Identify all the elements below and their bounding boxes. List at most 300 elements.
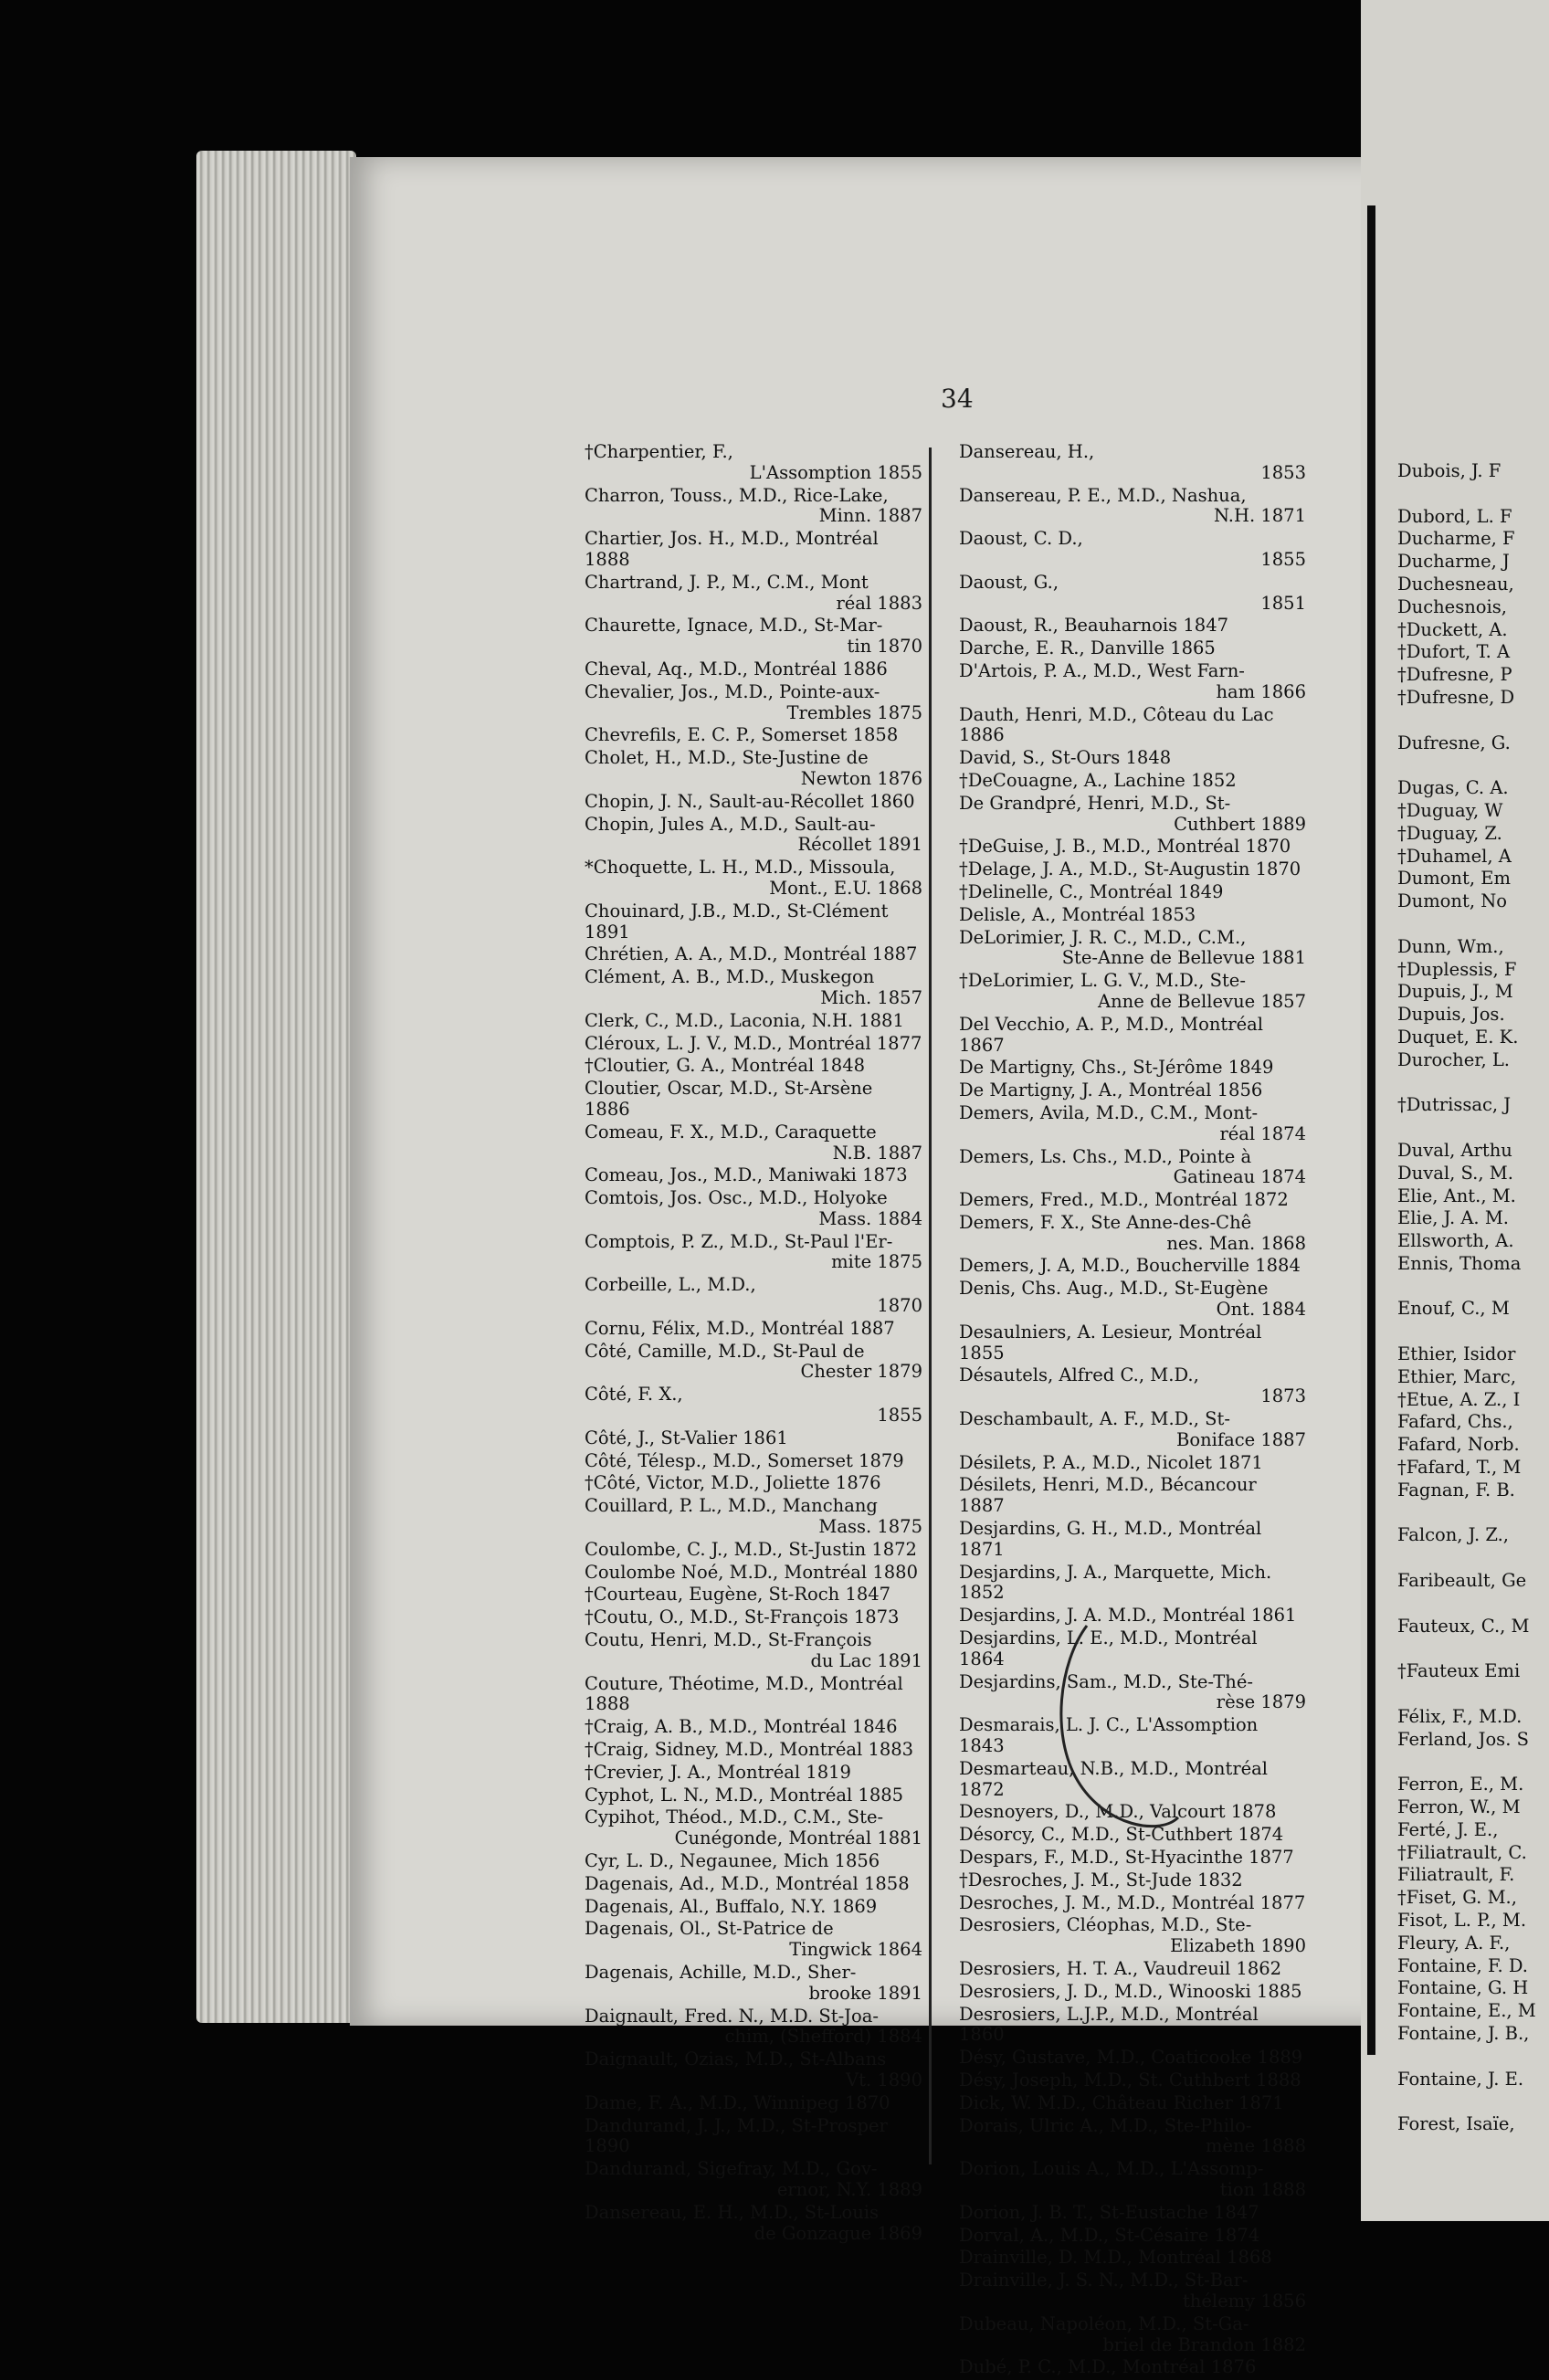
- directory-entry: [959, 442, 1306, 484]
- facing-entry: [1397, 1503, 1549, 1524]
- facing-entry: Ferron, W., M: [1397, 1796, 1521, 1818]
- directory-entry: [959, 2270, 1306, 2312]
- entry-text: Desroches, J. M., M.D., Montréal 1877: [959, 1891, 1306, 1913]
- directory-entry: [959, 1475, 1306, 1517]
- facing-entry: [1397, 1638, 1549, 1659]
- directory-entry: [959, 794, 1306, 836]
- entry-continuation: 1870: [877, 1295, 922, 1317]
- entry-continuation: tion 1888: [1219, 2178, 1306, 2200]
- page-number: 34: [941, 384, 974, 414]
- facing-entry: [1397, 914, 1549, 935]
- directory-entry: [959, 1959, 1306, 1980]
- facing-entry: Faribeault, Ge: [1397, 1570, 1527, 1592]
- entry-text: Cyphot, L. N., M.D., Montréal 1885: [585, 1784, 904, 1806]
- entry-text: Cléroux, L. J. V., M.D., Montréal 1877: [585, 1032, 922, 1054]
- entry-continuation: mène 1888: [1206, 2135, 1306, 2157]
- entry-text: Chartier, Jos. H., M.D., Montréal 1888: [585, 528, 879, 570]
- directory-entry: [585, 1385, 922, 1427]
- entry-text: †DeCouagne, A., Lachine 1852: [959, 769, 1237, 791]
- facing-entry: [1397, 1073, 1549, 1094]
- entry-text: Cypihot, Théod., M.D., C.M., Ste-: [585, 1806, 884, 1828]
- facing-entry: Filiatrault, F.: [1397, 1864, 1515, 1886]
- entry-text: Desjardins, L. E., M.D., Montréal 1864: [959, 1627, 1258, 1669]
- directory-entry: [959, 1519, 1306, 1561]
- facing-entry: Ferron, E., M.: [1397, 1774, 1524, 1796]
- directory-entry: [585, 616, 922, 658]
- facing-entry: Fauteux, C., M: [1397, 1615, 1530, 1637]
- facing-entry: Enouf, C., M: [1397, 1298, 1510, 1320]
- entry-text: Delisle, A., Montréal 1853: [959, 903, 1196, 925]
- directory-entry: [585, 1785, 922, 1806]
- facing-entry: †Duguay, Z.: [1397, 822, 1502, 844]
- entry-continuation: ernor, N.Y. 1889: [776, 2178, 922, 2200]
- directory-entry: [585, 1011, 922, 1032]
- directory-entry: [585, 659, 922, 680]
- directory-entry: [585, 1897, 922, 1918]
- directory-entry: [959, 1563, 1306, 1605]
- facing-entry: Fontaine, J. E.: [1397, 2068, 1524, 2090]
- entry-text: Côté, Télesp., M.D., Somerset 1879: [585, 1449, 904, 1471]
- directory-entry: [959, 1279, 1306, 1321]
- entry-text: Desjardins, Sam., M.D., Ste-Thé-: [959, 1670, 1253, 1692]
- facing-entry: Ethier, Isidor: [1397, 1343, 1516, 1365]
- entry-continuation: Mass. 1875: [818, 1516, 922, 1538]
- entry-continuation: de Gonzague 1869: [753, 2222, 922, 2244]
- directory-entry: [585, 1563, 922, 1584]
- entry-text: Chouinard, J.B., M.D., St-Clément 1891: [585, 900, 889, 943]
- entry-continuation: Cunégonde, Montréal 1881: [674, 1827, 922, 1849]
- facing-entry: [1397, 2091, 1549, 2112]
- directory-entry: [585, 725, 922, 746]
- directory-entry: [585, 682, 922, 724]
- facing-entry: Ennis, Thoma: [1397, 1252, 1522, 1274]
- directory-entry: [585, 901, 922, 943]
- entry-text: Dagenais, Ad., M.D., Montréal 1858: [585, 1872, 910, 1894]
- entry-text: Dame, F. A., M.D., Winnipeg 1870: [585, 2091, 890, 2113]
- entry-continuation: réal 1874: [1219, 1122, 1306, 1144]
- directory-entry: [959, 928, 1306, 970]
- entry-text: Desjardins, J. A., Marquette, Mich. 1852: [959, 1561, 1272, 1604]
- facing-entry: Fagnan, F. B.: [1397, 1479, 1515, 1501]
- directory-entry: [585, 1034, 922, 1055]
- entry-text: Dandurand, J. J., M.D., St-Prosper 1890: [585, 2114, 888, 2157]
- entry-continuation: Trembles 1875: [786, 701, 922, 723]
- facing-entry: Dumont, Em: [1397, 868, 1511, 890]
- directory-entry: [585, 1079, 922, 1121]
- entry-text: Chrétien, A. A., M.D., Montréal 1887: [585, 943, 918, 965]
- entry-text: Cholet, H., M.D., Ste-Justine de: [585, 747, 869, 769]
- entry-text: Comeau, Jos., M.D., Maniwaki 1873: [585, 1164, 908, 1186]
- directory-entry: [585, 1607, 922, 1628]
- entry-text: †DeGuise, J. B., M.D., Montréal 1870: [959, 836, 1291, 858]
- facing-entry: †Etue, A. Z., I: [1397, 1388, 1521, 1410]
- directory-entry: [585, 967, 922, 1009]
- facing-entry: †Duplessis, F: [1397, 958, 1517, 980]
- entry-text: Désilets, P. A., M.D., Nicolet 1871: [959, 1451, 1263, 1473]
- entry-text: De Grandpré, Henri, M.D., St-: [959, 792, 1231, 814]
- directory-entry: [585, 1165, 922, 1186]
- directory-entry: [959, 2048, 1306, 2069]
- entry-text: †Côté, Victor, M.D., Joliette 1876: [585, 1472, 881, 1494]
- facing-entry: †Fiset, G. M.,: [1397, 1887, 1517, 1909]
- directory-entry: [585, 2006, 922, 2048]
- directory-entry: [959, 1982, 1306, 2003]
- entry-text: Côté, Camille, M.D., St-Paul de: [585, 1340, 865, 1362]
- directory-entry: [959, 905, 1306, 926]
- entry-continuation: ham 1866: [1216, 680, 1306, 702]
- entry-text: †Desroches, J. M., St-Jude 1832: [959, 1869, 1243, 1890]
- entry-text: Chevalier, Jos., M.D., Pointe-aux-: [585, 680, 880, 702]
- entry-text: Desaulniers, A. Lesieur, Montréal 1855: [959, 1321, 1262, 1364]
- entry-text: Drainville, D. M.D., Montréal 1868: [959, 2247, 1272, 2269]
- directory-entry: [585, 1232, 922, 1274]
- entry-text: Despars, F., M.D., St-Hyacinthe 1877: [959, 1847, 1294, 1868]
- directory-entry: [959, 1058, 1306, 1079]
- directory-entry: [585, 2116, 922, 2158]
- entry-text: David, S., St-Ours 1848: [959, 747, 1172, 769]
- facing-entry: [1397, 1684, 1549, 1705]
- entry-text: †Courteau, Eugène, St-Roch 1847: [585, 1584, 891, 1606]
- entry-text: Cyr, L. D., Negaunee, Mich 1856: [585, 1850, 880, 1871]
- entry-text: Désy, Gustave, M.D., Coaticooke 1889: [959, 2047, 1303, 2069]
- entry-continuation: N.H. 1871: [1213, 505, 1306, 527]
- directory-entry: [959, 882, 1306, 903]
- entry-continuation: Vt. 1890: [846, 2069, 922, 2090]
- facing-entry: Dufresne, G.: [1397, 732, 1511, 753]
- entry-continuation: Ste-Anne de Bellevue 1881: [1061, 947, 1306, 969]
- directory-entry: [585, 486, 922, 528]
- entry-text: Desjardins, G. H., M.D., Montréal 1871: [959, 1518, 1262, 1560]
- directory-entry: [959, 1080, 1306, 1101]
- entry-text: Desnoyers, D., M.D., Valcourt 1878: [959, 1801, 1277, 1823]
- directory-entry: [585, 944, 922, 965]
- entry-text: Clerk, C., M.D., Laconia, N.H. 1881: [585, 1009, 904, 1031]
- directory-entry: [959, 1213, 1306, 1255]
- entry-continuation: Tingwick 1864: [789, 1939, 922, 1961]
- entry-text: Dick, W. M.D., Château Richer 1871: [959, 2091, 1284, 2113]
- entry-text: Darche, E. R., Danville 1865: [959, 637, 1216, 659]
- entry-continuation: Anne de Bellevue 1857: [1098, 990, 1306, 1012]
- entry-text: †Charpentier, F.,: [585, 441, 733, 462]
- entry-continuation: Chester 1879: [800, 1361, 922, 1383]
- directory-entry: [959, 2159, 1306, 2201]
- directory-entry: [959, 1322, 1306, 1364]
- directory-entry: [959, 529, 1306, 571]
- entry-text: Deschambault, A. F., M.D., St-: [959, 1408, 1230, 1430]
- entry-text: Daoust, C. D.,: [959, 528, 1083, 550]
- facing-entry: Forest, Isaïe,: [1397, 2113, 1515, 2135]
- entry-continuation: mite 1875: [831, 1251, 922, 1273]
- directory-entry: [585, 1451, 922, 1472]
- directory-entry: [959, 1915, 1306, 1957]
- directory-column-middle: [959, 442, 1306, 2380]
- directory-entry: [585, 1874, 922, 1895]
- directory-entry: [959, 616, 1306, 637]
- directory-entry: [959, 1453, 1306, 1474]
- entry-text: Desmarteau, N.B., M.D., Montréal 1872: [959, 1757, 1269, 1800]
- directory-entry: [585, 442, 922, 484]
- entry-continuation: Boniface 1887: [1176, 1428, 1306, 1450]
- directory-entry: [959, 573, 1306, 615]
- entry-text: Desmarais, L. J. C., L'Assomption 1843: [959, 1714, 1259, 1757]
- entry-text: *Choquette, L. H., M.D., Missoula,: [585, 857, 896, 879]
- entry-continuation: N.B. 1887: [832, 1142, 922, 1164]
- facing-entry: †Fauteux Emi: [1397, 1660, 1521, 1682]
- facing-entry: Dunn, Wm.,: [1397, 935, 1504, 957]
- facing-entry: †Dutrissac, J: [1397, 1094, 1512, 1116]
- directory-entry: [585, 1122, 922, 1164]
- directory-entry: [959, 748, 1306, 769]
- entry-text: Desrosiers, J. D., M.D., Winooski 1885: [959, 1980, 1302, 2002]
- directory-entry: [585, 1319, 922, 1340]
- directory-entry: [959, 1893, 1306, 1914]
- directory-entry: [585, 792, 922, 813]
- entry-continuation: Minn. 1887: [818, 505, 922, 527]
- book-page-edges: [196, 151, 356, 2023]
- facing-entry: Fontaine, J. B.,: [1397, 2022, 1530, 2044]
- entry-text: †Craig, Sidney, M.D., Montréal 1883: [585, 1739, 914, 1761]
- entry-text: Dansereau, P. E., M.D., Nashua,: [959, 484, 1247, 506]
- directory-entry: [959, 1870, 1306, 1891]
- directory-column-left: [585, 442, 922, 2246]
- entry-text: Desrosiers, H. T. A., Vaudreuil 1862: [959, 1957, 1282, 1979]
- entry-text: Daignault, Fred. N., M.D. St-Joa-: [585, 2005, 879, 2027]
- facing-entry: Ferté, J. E.,: [1397, 1818, 1499, 1840]
- entry-text: Dorion, J. B. T., St-Eustache 1847: [959, 2201, 1259, 2223]
- entry-continuation: Récollet 1891: [797, 834, 922, 856]
- directory-entry: [585, 1717, 922, 1738]
- directory-entry: [585, 1919, 922, 1961]
- facing-entry: [1397, 1118, 1549, 1139]
- entry-text: Cornu, Félix, M.D., Montréal 1887: [585, 1317, 895, 1339]
- entry-text: Demers, J. A, M.D., Boucherville 1884: [959, 1255, 1301, 1277]
- facing-entry: Dubord, L. F: [1397, 505, 1512, 527]
- directory-entry: [959, 859, 1306, 880]
- facing-entry: Ellsworth, A.: [1397, 1230, 1514, 1252]
- entry-text: Coulombe, C. J., M.D., St-Justin 1872: [585, 1538, 917, 1560]
- facing-entry: Fontaine, E., M: [1397, 2000, 1536, 2022]
- directory-entry: [585, 529, 922, 571]
- entry-text: Comptois, P. Z., M.D., St-Paul l'Er-: [585, 1230, 893, 1252]
- directory-entry: [959, 1256, 1306, 1277]
- facing-entry: Duquet, E. K.: [1397, 1026, 1519, 1048]
- entry-text: Coulombe Noé, M.D., Montréal 1880: [585, 1561, 918, 1583]
- entry-text: Coutu, Henri, M.D., St-François: [585, 1629, 872, 1651]
- entry-text: Charron, Touss., M.D., Rice-Lake,: [585, 484, 889, 506]
- directory-entry: [585, 748, 922, 790]
- facing-entry: [1397, 484, 1549, 505]
- directory-entry: [959, 1147, 1306, 1189]
- directory-entry: [959, 1409, 1306, 1451]
- entry-text: Dorion, Louis A., M.D., L'Assomp-: [959, 2158, 1264, 2180]
- facing-entry: Dubois, J. F: [1397, 461, 1502, 481]
- entry-text: Dagenais, Ol., St-Patrice de: [585, 1918, 834, 1940]
- facing-entry: Duchesnois,: [1397, 595, 1507, 617]
- directory-entry: [959, 1365, 1306, 1407]
- facing-entry: Ducharme, J: [1397, 551, 1510, 573]
- entry-continuation: 1853: [1260, 461, 1306, 483]
- directory-entry: [959, 2314, 1306, 2356]
- facing-entry: Ethier, Marc,: [1397, 1365, 1517, 1387]
- entry-continuation: rèse 1879: [1216, 1691, 1306, 1713]
- entry-continuation: du Lac 1891: [810, 1649, 922, 1671]
- directory-entry: [959, 2005, 1306, 2047]
- facing-entry: Dupuis, Jos.: [1397, 1004, 1505, 1026]
- entry-text: Chopin, J. N., Sault-au-Récollet 1860: [585, 790, 915, 812]
- entry-text: Désilets, Henri, M.D., Bécancour 1887: [959, 1474, 1257, 1517]
- entry-text: Daoust, R., Beauharnois 1847: [959, 615, 1229, 637]
- directory-entry: [959, 638, 1306, 659]
- facing-entry: [1397, 1277, 1549, 1298]
- entry-text: Chopin, Jules A., M.D., Sault-au-: [585, 813, 876, 835]
- entry-continuation: L'Assomption 1855: [749, 461, 922, 483]
- directory-entry: [959, 2357, 1306, 2378]
- entry-text: Chaurette, Ignace, M.D., St-Mar-: [585, 615, 883, 637]
- directory-entry: [585, 573, 922, 615]
- entry-text: †Cloutier, G. A., Montréal 1848: [585, 1055, 866, 1077]
- directory-entry: [585, 1763, 922, 1784]
- directory-entry: [585, 2159, 922, 2201]
- entry-text: Daignault, Ozias, M.D., St-Albans: [585, 2048, 887, 2070]
- entry-text: Couillard, P. L., M.D., Manchang: [585, 1495, 878, 1517]
- facing-entry: †Dufresne, D: [1397, 686, 1515, 708]
- facing-entry: Elie, Ant., M.: [1397, 1185, 1516, 1206]
- facing-entry: Ducharme, F: [1397, 528, 1515, 550]
- directory-entry: [585, 1740, 922, 1761]
- directory-entry: [585, 1275, 922, 1317]
- facing-entry: †Duckett, A.: [1397, 618, 1508, 640]
- entry-continuation: chim, (Shefford) 1884: [724, 2026, 922, 2048]
- entry-text: Del Vecchio, A. P., M.D., Montréal 1867: [959, 1013, 1263, 1056]
- directory-entry: [585, 815, 922, 857]
- handwritten-mark: [1050, 1607, 1187, 1845]
- entry-text: †Crevier, J. A., Montréal 1819: [585, 1761, 851, 1783]
- directory-entry: [585, 1188, 922, 1230]
- directory-entry: [585, 2203, 922, 2245]
- facing-entry: [1397, 1548, 1549, 1569]
- entry-text: Daoust, G.,: [959, 571, 1059, 593]
- entry-text: Cheval, Aq., M.D., Montréal 1886: [585, 658, 888, 679]
- directory-entry: [959, 661, 1306, 703]
- entry-continuation: Mass. 1884: [818, 1207, 922, 1229]
- directory-entry: [585, 2093, 922, 2114]
- entry-text: Cloutier, Oscar, M.D., St-Arsène 1886: [585, 1078, 873, 1120]
- directory-entry: [959, 486, 1306, 528]
- entry-continuation: réal 1883: [836, 592, 922, 614]
- facing-entry: Durocher, L.: [1397, 1048, 1510, 1070]
- facing-entry: Félix, F., M.D.: [1397, 1705, 1523, 1727]
- facing-entry: Falcon, J. Z.,: [1397, 1524, 1509, 1546]
- entry-text: Dansereau, H.,: [959, 441, 1095, 462]
- entry-text: Clément, A. B., M.D., Muskegon: [585, 966, 875, 988]
- facing-entry: Duval, Arthu: [1397, 1139, 1512, 1161]
- facing-entry: [1397, 711, 1549, 732]
- directory-entry: [585, 1428, 922, 1449]
- facing-entry: Fisot, L. P., M.: [1397, 1910, 1527, 1931]
- directory-entry: [959, 2226, 1306, 2247]
- directory-entry: [959, 971, 1306, 1013]
- entry-continuation: Ont. 1884: [1216, 1299, 1306, 1321]
- facing-entry: †Duhamel, A: [1397, 845, 1512, 867]
- entry-text: Dagenais, Achille, M.D., Sher-: [585, 1961, 857, 1983]
- entry-continuation: 1873: [1260, 1385, 1306, 1407]
- facing-entry: Elie, J. A. M.: [1397, 1207, 1509, 1229]
- directory-entry: [959, 2093, 1306, 2114]
- directory-entry: [585, 1963, 922, 2005]
- facing-entry: Dupuis, J., M: [1397, 981, 1513, 1003]
- facing-entry: †Fafard, T., M: [1397, 1457, 1522, 1479]
- entry-text: Desrosiers, L.J.P., M.D., Montréal 1860: [959, 2003, 1259, 2046]
- directory-entry: [959, 771, 1306, 792]
- entry-continuation: brooke 1891: [808, 1982, 922, 2004]
- facing-entry: [1397, 1752, 1549, 1773]
- directory-entry: [959, 2070, 1306, 2091]
- directory-entry: [585, 1540, 922, 1561]
- directory-entry: [959, 1015, 1306, 1057]
- directory-entry: [585, 1342, 922, 1384]
- entry-text: Côté, F. X.,: [585, 1384, 683, 1406]
- facing-entry: †Filiatrault, C.: [1397, 1841, 1527, 1863]
- entry-continuation: thélemy 1856: [1182, 2290, 1306, 2312]
- entry-text: Couture, Théotime, M.D., Montréal 1888: [585, 1672, 903, 1715]
- entry-text: De Martigny, Chs., St-Jérôme 1849: [959, 1057, 1274, 1079]
- facing-entry: †Dufort, T. A: [1397, 641, 1511, 663]
- entry-text: Dansereau, E. H., M.D., St-Louis: [585, 2201, 880, 2223]
- directory-entry: [585, 1807, 922, 1849]
- entry-text: †Delinelle, C., Montréal 1849: [959, 880, 1224, 902]
- entry-text: Désy, Joseph, M.D., St. Cuthbert 1888: [959, 2069, 1301, 2090]
- directory-entry: [959, 837, 1306, 858]
- entry-text: Denis, Chs. Aug., M.D., St-Eugène: [959, 1278, 1269, 1300]
- entry-text: Desjardins, J. A. M.D., Montréal 1861: [959, 1605, 1297, 1627]
- entry-text: Demers, Ls. Chs., M.D., Pointe à: [959, 1145, 1252, 1167]
- facing-entry: Ferland, Jos. S: [1397, 1728, 1529, 1750]
- entry-text: Demers, Avila, M.D., C.M., Mont-: [959, 1101, 1259, 1123]
- entry-text: †Delage, J. A., M.D., St-Augustin 1870: [959, 858, 1301, 880]
- directory-entry: [585, 1585, 922, 1606]
- entry-text: Dorais, Ulric A., M.D., Ste-Philo-: [959, 2114, 1252, 2136]
- facing-entry: [1397, 1594, 1549, 1615]
- entry-text: De Martigny, J. A., Montréal 1856: [959, 1079, 1263, 1101]
- facing-entry: Duchesneau,: [1397, 573, 1514, 595]
- entry-continuation: nes. Man. 1868: [1166, 1232, 1306, 1254]
- entry-continuation: 1855: [877, 1405, 922, 1427]
- directory-entry: [959, 1103, 1306, 1145]
- facing-entry: Dugas, C. A.: [1397, 777, 1509, 799]
- column-divider: [929, 448, 932, 2164]
- entry-continuation: Gatineau 1874: [1173, 1166, 1306, 1188]
- entry-text: Drainville, J. S. N., M.D., St-Bar-: [959, 2269, 1249, 2291]
- entry-text: †DeLorimier, L. G. V., M.D., Ste-: [959, 970, 1246, 992]
- directory-entry: [959, 2116, 1306, 2158]
- entry-text: Dubeau, Napoléon, M.D., St-Ga-: [959, 2312, 1249, 2334]
- gutter-shadow: [1367, 205, 1375, 2055]
- directory-entry: [585, 1056, 922, 1077]
- entry-text: Dandurand, Sigefray, M.D., Gov-: [585, 2158, 878, 2180]
- entry-continuation: 1851: [1260, 592, 1306, 614]
- facing-entry: Duval, S., M.: [1397, 1162, 1513, 1184]
- entry-text: Chartrand, J. P., M., C.M., Mont: [585, 571, 869, 593]
- directory-entry: [585, 1473, 922, 1494]
- entry-continuation: Cuthbert 1889: [1174, 813, 1306, 835]
- directory-entry: [959, 1848, 1306, 1869]
- facing-entry: [1397, 755, 1549, 776]
- facing-entry: †Dufresne, P: [1397, 664, 1512, 686]
- directory-entry: [585, 2049, 922, 2091]
- directory-entry: [585, 1630, 922, 1672]
- directory-entry: [585, 1496, 922, 1538]
- entry-text: Corbeille, L., M.D.,: [585, 1274, 756, 1296]
